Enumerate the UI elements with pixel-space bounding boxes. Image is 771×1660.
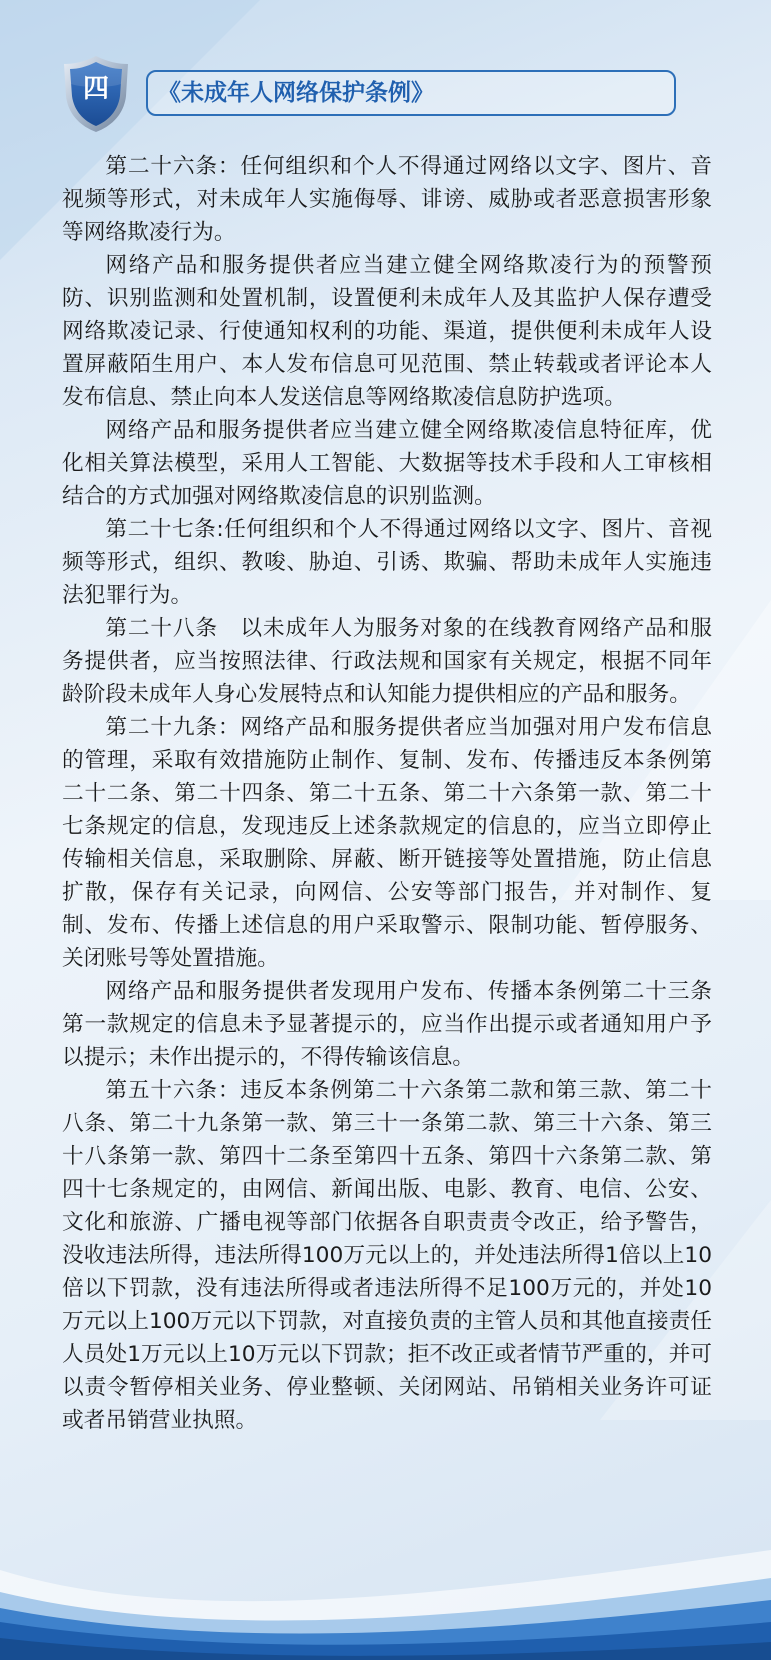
paragraph: 第二十九条：网络产品和服务提供者应当加强对用户发布信息的管理，采取有效措施防止制作、复制、发布、传播违反本条例第二十二条、第二十四条、第二十五条、第二十六条第一款、第二十七条规定的信息，发现违反上述条款规定的信息的，应当立即停止传输相关信息，采取删除、屏蔽、断开链接等处置措施，防止信息扩散，保存有关记录，向网信、公安等部门报告，并对制作、复制、发布、传播上述信息的用户采取警示、限制功能、暂停服务、关闭账号等处置措施。 <box>62 715 712 971</box>
paragraph: 网络产品和服务提供者发现用户发布、传播本条例第二十三条第一款规定的信息未予显著提示的，应当作出提示或者通知用户予以提示；未作出提示的，不得传输该信息。 <box>62 979 712 1070</box>
paragraph: 网络产品和服务提供者应当建立健全网络欺凌行为的预警预防、识别监测和处置机制，设置便利未成年人及其监护人保存遭受网络欺凌记录、行使通知权利的功能、渠道，提供便利未成年人设置屏蔽陌生用户、本人发布信息可见范围、禁止转载或者评论本人发布信息、禁止向本人发送信息等网络欺凌信息防护选项。 <box>62 253 712 410</box>
section-badge <box>62 54 130 134</box>
badge-label: 四 <box>82 74 109 104</box>
title-box <box>146 70 676 116</box>
paragraph: 第二十六条：任何组织和个人不得通过网络以文字、图片、音视频等形式，对未成年人实施侮辱、诽谤、威胁或者恶意损害形象等网络欺凌行为。 <box>62 154 712 245</box>
bottom-wave-decoration <box>0 1530 771 1660</box>
paragraph: 第二十七条:任何组织和个人不得通过网络以文字、图片、音视频等形式，组织、教唆、胁迫、引诱、欺骗、帮助未成年人实施违法犯罪行为。 <box>62 517 712 608</box>
paragraph: 网络产品和服务提供者应当建立健全网络欺凌信息特征库，优化相关算法模型，采用人工智能、大数据等技术手段和人工审核相结合的方式加强对网络欺凌信息的识别监测。 <box>62 418 712 509</box>
paragraph: 第二十八条 以未成年人为服务对象的在线教育网络产品和服务提供者，应当按照法律、行政法规和国家有关规定，根据不同年龄阶段未成年人身心发展特点和认知能力提供相应的产品和服务。 <box>62 616 712 707</box>
page-title: 《未成年人网络保护条例》 <box>158 80 434 106</box>
article-body <box>62 150 712 1437</box>
paragraph: 第五十六条：违反本条例第二十六条第二款和第三款、第二十八条、第二十九条第一款、第三十一条第二款、第三十六条、第三十八条第一款、第四十二条至第四十五条、第四十六条第二款、第四十七条规定的，由网信、新闻出版、电影、教育、电信、公安、文化和旅游、广播电视等部门依据各自职责责令改正，给予警告，没收违法所得，违法所得100万元以上的，并处违法所得1倍以上10倍以下罚款，没有违法所得或者违法所得不足100万元的，并处10万元以上100万元以下罚款，对直接负责的主管人员和其他直接责任人员处1万元以上10万元以下罚款；拒不改正或者情节严重的，并可以责令暂停相关业务、停业整顿、关闭网站、吊销相关业务许可证或者吊销营业执照。 <box>62 1078 712 1433</box>
